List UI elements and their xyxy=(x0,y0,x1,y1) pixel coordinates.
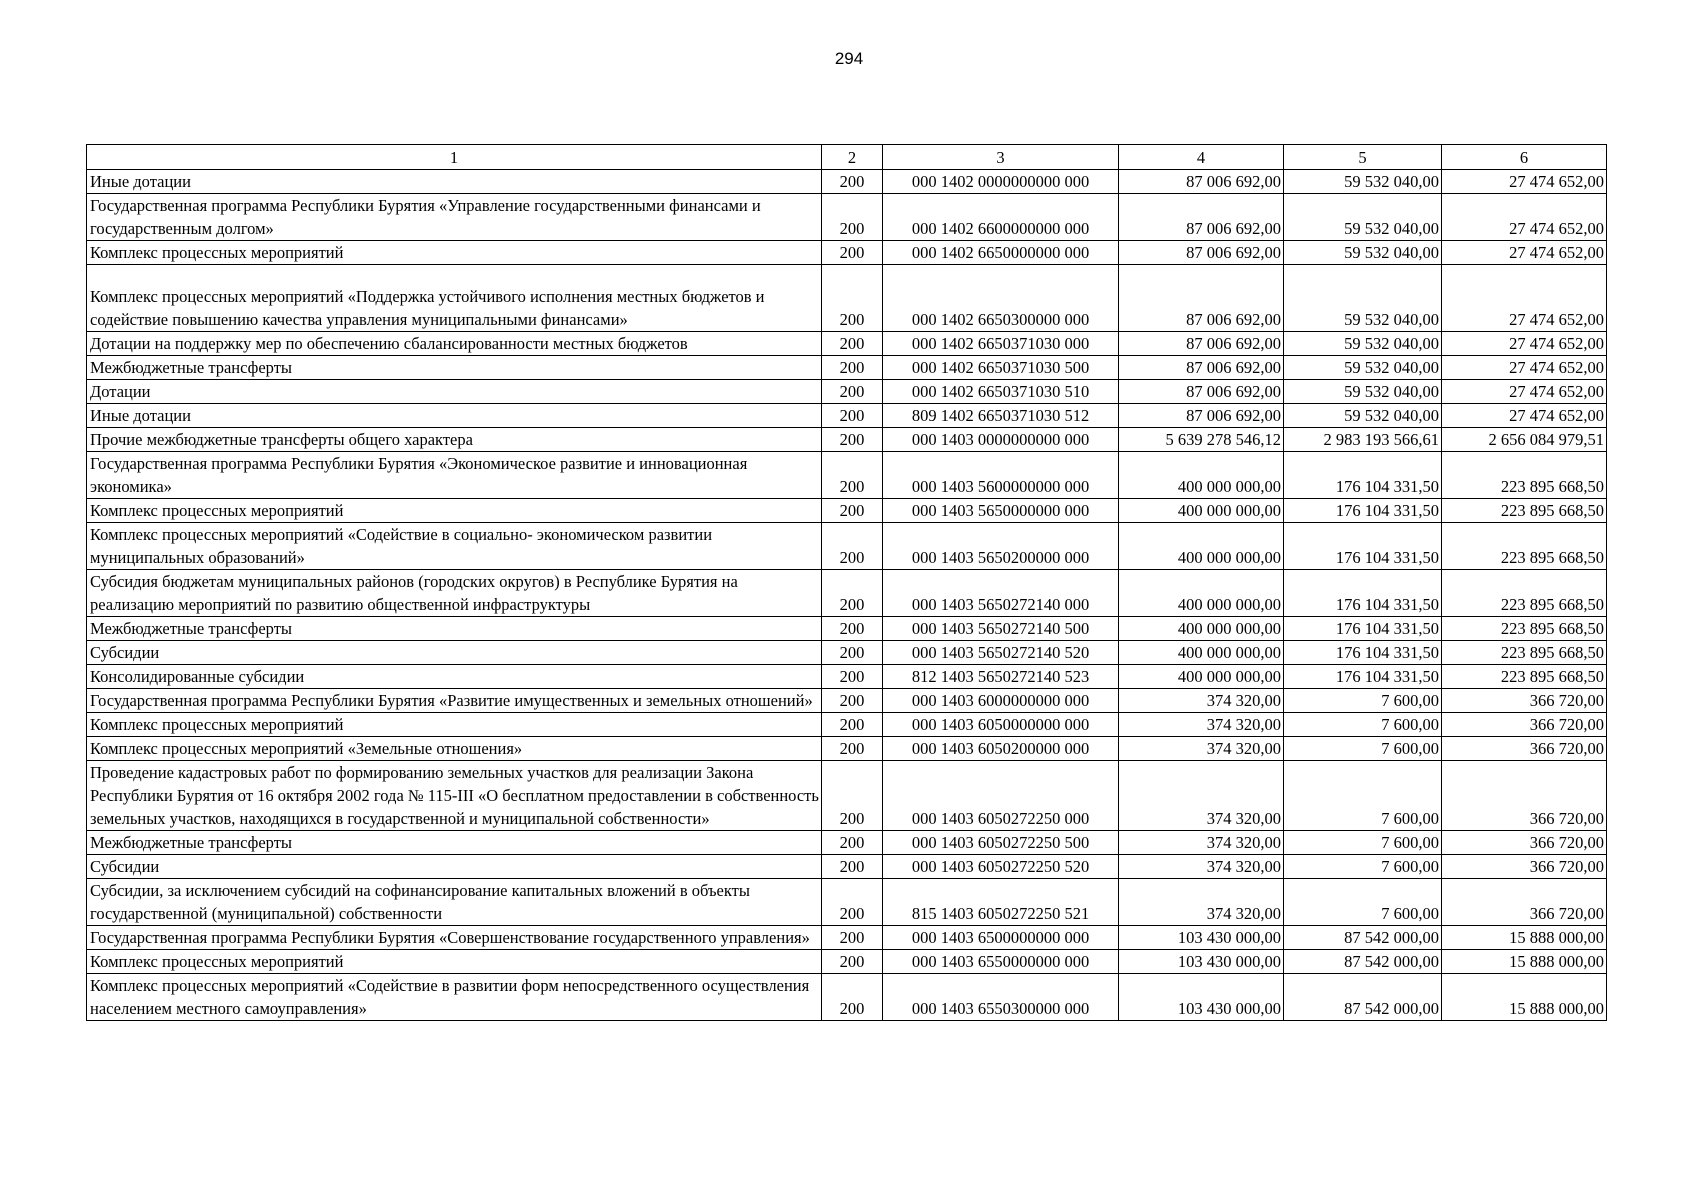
row-name: Комплекс процессных мероприятий xyxy=(87,499,822,523)
row-col4-value: 374 320,00 xyxy=(1119,879,1284,926)
row-admin-code: 200 xyxy=(822,170,883,194)
row-col5-value: 59 532 040,00 xyxy=(1284,332,1442,356)
row-budget-code: 000 1403 6050272250 520 xyxy=(883,855,1119,879)
row-col6-value: 15 888 000,00 xyxy=(1442,926,1607,950)
row-budget-code: 000 1403 6050272250 000 xyxy=(883,761,1119,831)
row-col4-value: 103 430 000,00 xyxy=(1119,950,1284,974)
row-budget-code: 000 1403 5650272140 000 xyxy=(883,570,1119,617)
row-budget-code: 000 1402 0000000000 000 xyxy=(883,170,1119,194)
table-row xyxy=(87,194,1607,241)
row-col6-value: 15 888 000,00 xyxy=(1442,974,1607,1021)
row-name: Межбюджетные трансферты xyxy=(87,356,822,380)
row-admin-code: 200 xyxy=(822,926,883,950)
row-col5-value: 59 532 040,00 xyxy=(1284,170,1442,194)
table-row xyxy=(87,241,1607,265)
row-name: Прочие межбюджетные трансферты общего характера xyxy=(87,428,822,452)
row-col5-value: 59 532 040,00 xyxy=(1284,404,1442,428)
row-name: Субсидии xyxy=(87,641,822,665)
row-admin-code: 200 xyxy=(822,713,883,737)
table-row xyxy=(87,879,1607,926)
row-admin-code: 200 xyxy=(822,380,883,404)
row-admin-code: 200 xyxy=(822,356,883,380)
row-admin-code: 200 xyxy=(822,641,883,665)
row-col6-value: 27 474 652,00 xyxy=(1442,241,1607,265)
row-col4-value: 400 000 000,00 xyxy=(1119,452,1284,499)
row-name: Комплекс процессных мероприятий xyxy=(87,950,822,974)
row-col4-value: 374 320,00 xyxy=(1119,737,1284,761)
row-name: Государственная программа Республики Бурятия «Совершенствование государственного управления» xyxy=(87,926,822,950)
row-col4-value: 400 000 000,00 xyxy=(1119,570,1284,617)
table-row xyxy=(87,570,1607,617)
row-name: Комплекс процессных мероприятий «Поддержка устойчивого исполнения местных бюджетов и содействие повышению качества управления муниципальными финансами» xyxy=(87,265,822,332)
row-col4-value: 87 006 692,00 xyxy=(1119,404,1284,428)
row-admin-code: 200 xyxy=(822,761,883,831)
row-admin-code: 200 xyxy=(822,950,883,974)
table-row xyxy=(87,170,1607,194)
table-row xyxy=(87,523,1607,570)
budget-table xyxy=(86,144,1607,1021)
row-admin-code: 200 xyxy=(822,689,883,713)
row-budget-code: 000 1403 5650000000 000 xyxy=(883,499,1119,523)
table-row xyxy=(87,428,1607,452)
row-budget-code: 000 1403 6550300000 000 xyxy=(883,974,1119,1021)
row-budget-code: 000 1403 6550000000 000 xyxy=(883,950,1119,974)
row-budget-code: 000 1402 6650000000 000 xyxy=(883,241,1119,265)
table-row xyxy=(87,617,1607,641)
row-col5-value: 87 542 000,00 xyxy=(1284,974,1442,1021)
row-col6-value: 15 888 000,00 xyxy=(1442,950,1607,974)
row-admin-code: 200 xyxy=(822,665,883,689)
table-row xyxy=(87,713,1607,737)
header-cell: 5 xyxy=(1284,145,1442,170)
table-row xyxy=(87,926,1607,950)
row-col4-value: 374 320,00 xyxy=(1119,689,1284,713)
row-budget-code: 000 1403 5650200000 000 xyxy=(883,523,1119,570)
row-admin-code: 200 xyxy=(822,428,883,452)
table-row xyxy=(87,499,1607,523)
row-budget-code: 000 1402 6650371030 000 xyxy=(883,332,1119,356)
header-cell: 1 xyxy=(87,145,822,170)
table-row xyxy=(87,380,1607,404)
table-row xyxy=(87,855,1607,879)
row-col4-value: 374 320,00 xyxy=(1119,831,1284,855)
row-col4-value: 87 006 692,00 xyxy=(1119,380,1284,404)
row-col4-value: 87 006 692,00 xyxy=(1119,265,1284,332)
row-col4-value: 400 000 000,00 xyxy=(1119,523,1284,570)
row-col4-value: 374 320,00 xyxy=(1119,855,1284,879)
row-admin-code: 200 xyxy=(822,452,883,499)
row-col5-value: 2 983 193 566,61 xyxy=(1284,428,1442,452)
row-col5-value: 7 600,00 xyxy=(1284,713,1442,737)
table-row xyxy=(87,332,1607,356)
row-col5-value: 87 542 000,00 xyxy=(1284,926,1442,950)
row-name: Комплекс процессных мероприятий xyxy=(87,713,822,737)
row-col6-value: 2 656 084 979,51 xyxy=(1442,428,1607,452)
row-admin-code: 200 xyxy=(822,737,883,761)
row-col4-value: 87 006 692,00 xyxy=(1119,332,1284,356)
row-col5-value: 176 104 331,50 xyxy=(1284,452,1442,499)
row-col6-value: 366 720,00 xyxy=(1442,831,1607,855)
row-budget-code: 000 1403 5650272140 500 xyxy=(883,617,1119,641)
row-col6-value: 223 895 668,50 xyxy=(1442,617,1607,641)
header-cell: 4 xyxy=(1119,145,1284,170)
row-budget-code: 000 1402 6650371030 510 xyxy=(883,380,1119,404)
row-admin-code: 200 xyxy=(822,855,883,879)
row-admin-code: 200 xyxy=(822,332,883,356)
row-col6-value: 223 895 668,50 xyxy=(1442,641,1607,665)
row-name: Государственная программа Республики Бурятия «Управление государственными финансами и государственным долгом» xyxy=(87,194,822,241)
row-col6-value: 27 474 652,00 xyxy=(1442,332,1607,356)
row-budget-code: 815 1403 6050272250 521 xyxy=(883,879,1119,926)
table-row xyxy=(87,974,1607,1021)
row-name: Иные дотации xyxy=(87,404,822,428)
row-col4-value: 87 006 692,00 xyxy=(1119,194,1284,241)
row-budget-code: 000 1403 6500000000 000 xyxy=(883,926,1119,950)
row-name: Субсидия бюджетам муниципальных районов (городских округов) в Республике Бурятия на реализацию мероприятий по развитию общественной инфраструктуры xyxy=(87,570,822,617)
row-col5-value: 59 532 040,00 xyxy=(1284,241,1442,265)
row-name: Комплекс процессных мероприятий xyxy=(87,241,822,265)
row-col4-value: 103 430 000,00 xyxy=(1119,974,1284,1021)
row-col6-value: 27 474 652,00 xyxy=(1442,404,1607,428)
row-col5-value: 59 532 040,00 xyxy=(1284,194,1442,241)
table-row xyxy=(87,356,1607,380)
row-col4-value: 400 000 000,00 xyxy=(1119,641,1284,665)
row-name: Дотации xyxy=(87,380,822,404)
row-budget-code: 812 1403 5650272140 523 xyxy=(883,665,1119,689)
row-budget-code: 000 1403 5650272140 520 xyxy=(883,641,1119,665)
row-col6-value: 27 474 652,00 xyxy=(1442,170,1607,194)
row-col5-value: 59 532 040,00 xyxy=(1284,265,1442,332)
row-col5-value: 7 600,00 xyxy=(1284,855,1442,879)
row-name: Комплекс процессных мероприятий «Содействие в развитии форм непосредственного осуществления населением местного самоуправления» xyxy=(87,974,822,1021)
header-cell: 6 xyxy=(1442,145,1607,170)
row-col5-value: 87 542 000,00 xyxy=(1284,950,1442,974)
row-col5-value: 176 104 331,50 xyxy=(1284,617,1442,641)
row-col5-value: 59 532 040,00 xyxy=(1284,380,1442,404)
row-col6-value: 27 474 652,00 xyxy=(1442,380,1607,404)
header-row xyxy=(87,145,1607,170)
row-budget-code: 000 1403 0000000000 000 xyxy=(883,428,1119,452)
row-col5-value: 7 600,00 xyxy=(1284,737,1442,761)
table-row xyxy=(87,950,1607,974)
row-name: Субсидии, за исключением субсидий на софинансирование капитальных вложений в объекты государственной (муниципальной) собственности xyxy=(87,879,822,926)
row-budget-code: 000 1403 6050200000 000 xyxy=(883,737,1119,761)
row-col5-value: 7 600,00 xyxy=(1284,761,1442,831)
row-col5-value: 176 104 331,50 xyxy=(1284,570,1442,617)
row-admin-code: 200 xyxy=(822,241,883,265)
row-admin-code: 200 xyxy=(822,265,883,332)
row-col5-value: 176 104 331,50 xyxy=(1284,523,1442,570)
row-col4-value: 87 006 692,00 xyxy=(1119,170,1284,194)
row-name: Консолидированные субсидии xyxy=(87,665,822,689)
row-admin-code: 200 xyxy=(822,831,883,855)
row-admin-code: 200 xyxy=(822,194,883,241)
row-col5-value: 176 104 331,50 xyxy=(1284,499,1442,523)
row-admin-code: 200 xyxy=(822,974,883,1021)
row-col4-value: 400 000 000,00 xyxy=(1119,617,1284,641)
row-name: Комплекс процессных мероприятий «Земельные отношения» xyxy=(87,737,822,761)
row-col6-value: 366 720,00 xyxy=(1442,879,1607,926)
row-col6-value: 27 474 652,00 xyxy=(1442,356,1607,380)
table-row xyxy=(87,641,1607,665)
row-name: Комплекс процессных мероприятий «Содействие в социально- экономическом развитии муниципальных образований» xyxy=(87,523,822,570)
row-admin-code: 200 xyxy=(822,879,883,926)
row-budget-code: 000 1403 5600000000 000 xyxy=(883,452,1119,499)
row-budget-code: 809 1402 6650371030 512 xyxy=(883,404,1119,428)
row-col4-value: 400 000 000,00 xyxy=(1119,499,1284,523)
row-name: Государственная программа Республики Бурятия «Развитие имущественных и земельных отношений» xyxy=(87,689,822,713)
row-col4-value: 374 320,00 xyxy=(1119,761,1284,831)
row-budget-code: 000 1402 6650300000 000 xyxy=(883,265,1119,332)
row-budget-code: 000 1403 6000000000 000 xyxy=(883,689,1119,713)
row-col5-value: 7 600,00 xyxy=(1284,831,1442,855)
row-col4-value: 87 006 692,00 xyxy=(1119,356,1284,380)
row-name: Субсидии xyxy=(87,855,822,879)
table-row xyxy=(87,452,1607,499)
row-name: Иные дотации xyxy=(87,170,822,194)
row-col6-value: 223 895 668,50 xyxy=(1442,452,1607,499)
row-col5-value: 59 532 040,00 xyxy=(1284,356,1442,380)
row-col6-value: 366 720,00 xyxy=(1442,689,1607,713)
row-admin-code: 200 xyxy=(822,404,883,428)
row-col6-value: 223 895 668,50 xyxy=(1442,499,1607,523)
table-row xyxy=(87,665,1607,689)
row-col6-value: 366 720,00 xyxy=(1442,855,1607,879)
row-col6-value: 366 720,00 xyxy=(1442,713,1607,737)
row-budget-code: 000 1402 6600000000 000 xyxy=(883,194,1119,241)
row-name: Государственная программа Республики Бурятия «Экономическое развитие и инновационная экономика» xyxy=(87,452,822,499)
row-col6-value: 223 895 668,50 xyxy=(1442,570,1607,617)
page-number: 294 xyxy=(834,49,864,68)
table-row xyxy=(87,689,1607,713)
row-col4-value: 5 639 278 546,12 xyxy=(1119,428,1284,452)
row-col6-value: 223 895 668,50 xyxy=(1442,665,1607,689)
row-name: Проведение кадастровых работ по формированию земельных участков для реализации Закона Республики Бурятия от 16 октября 2002 года № 115-III «О бесплатном предоставлении в собственность земельных участков, находящихся в государственной и муниципальной собственности» xyxy=(87,761,822,831)
row-col6-value: 366 720,00 xyxy=(1442,737,1607,761)
header-cell: 2 xyxy=(822,145,883,170)
row-admin-code: 200 xyxy=(822,570,883,617)
row-budget-code: 000 1403 6050000000 000 xyxy=(883,713,1119,737)
row-col5-value: 176 104 331,50 xyxy=(1284,641,1442,665)
row-admin-code: 200 xyxy=(822,499,883,523)
row-col5-value: 7 600,00 xyxy=(1284,689,1442,713)
row-col4-value: 87 006 692,00 xyxy=(1119,241,1284,265)
row-name: Межбюджетные трансферты xyxy=(87,831,822,855)
row-col5-value: 176 104 331,50 xyxy=(1284,665,1442,689)
row-col6-value: 27 474 652,00 xyxy=(1442,194,1607,241)
row-budget-code: 000 1403 6050272250 500 xyxy=(883,831,1119,855)
row-admin-code: 200 xyxy=(822,523,883,570)
row-col6-value: 223 895 668,50 xyxy=(1442,523,1607,570)
row-name: Дотации на поддержку мер по обеспечению сбалансированности местных бюджетов xyxy=(87,332,822,356)
row-budget-code: 000 1402 6650371030 500 xyxy=(883,356,1119,380)
row-admin-code: 200 xyxy=(822,617,883,641)
row-col6-value: 27 474 652,00 xyxy=(1442,265,1607,332)
table-row xyxy=(87,265,1607,332)
table-row xyxy=(87,404,1607,428)
table-row xyxy=(87,831,1607,855)
table-row xyxy=(87,737,1607,761)
table-row xyxy=(87,761,1607,831)
row-col4-value: 374 320,00 xyxy=(1119,713,1284,737)
row-col4-value: 400 000 000,00 xyxy=(1119,665,1284,689)
row-col4-value: 103 430 000,00 xyxy=(1119,926,1284,950)
row-col6-value: 366 720,00 xyxy=(1442,761,1607,831)
header-cell: 3 xyxy=(883,145,1119,170)
row-col5-value: 7 600,00 xyxy=(1284,879,1442,926)
row-name: Межбюджетные трансферты xyxy=(87,617,822,641)
